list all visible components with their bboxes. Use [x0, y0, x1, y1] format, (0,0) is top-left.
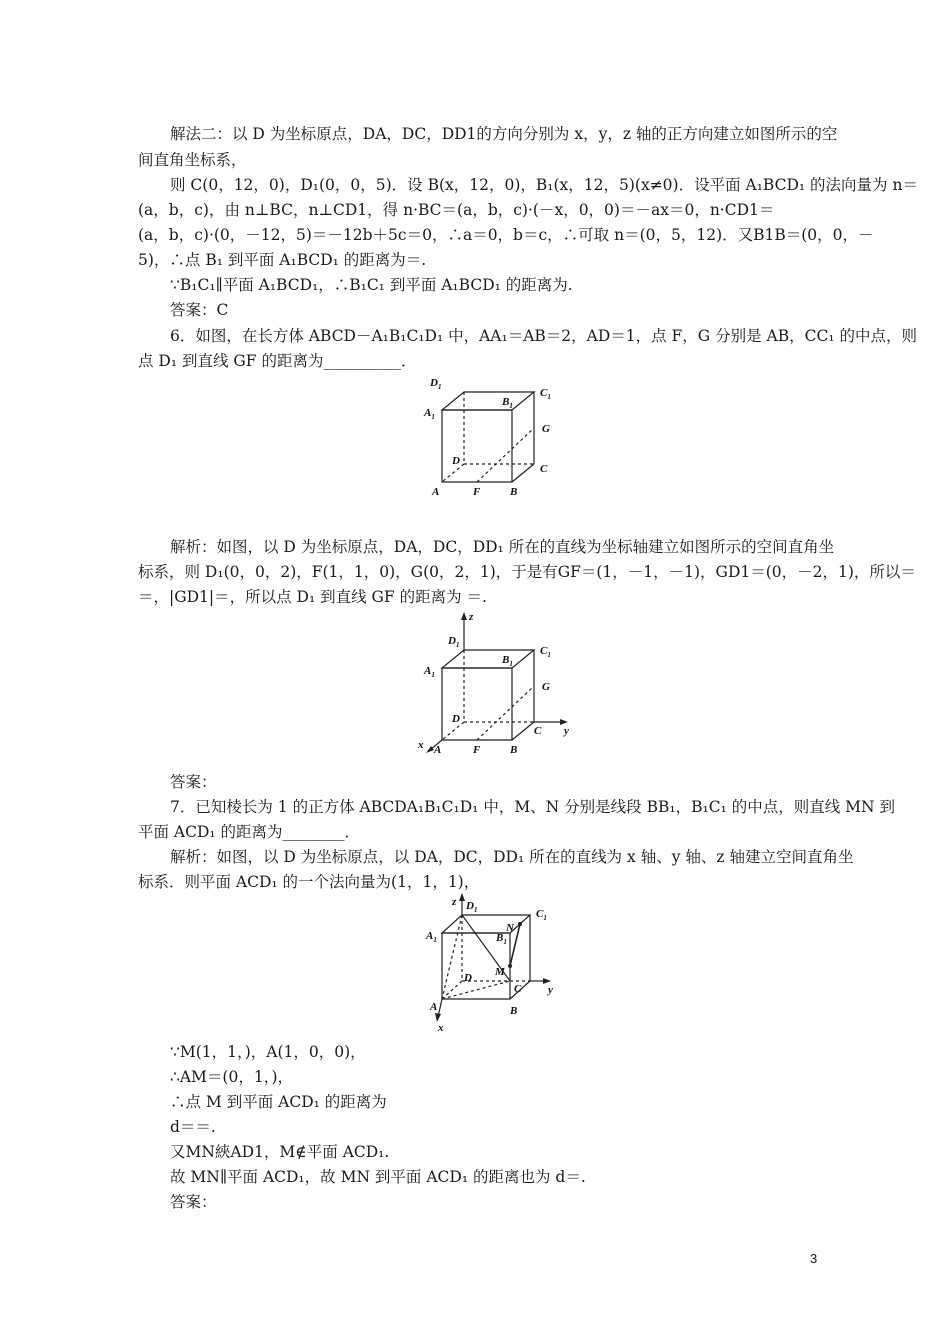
text-line: 则 C(0，12，0)，D₁(0，0，5)．设 B(x，12，0)，B₁(x，12，5)(x≠0)．设平面 A₁BCD₁ 的法向量为 n＝: [170, 176, 918, 194]
label-y: y: [564, 725, 569, 737]
label-c1: $C_1$: [540, 387, 551, 401]
label-d1: $D_1$: [448, 635, 460, 649]
cuboid-axes-figure-q6: [412, 610, 582, 760]
z-arrow: [461, 612, 467, 620]
text-line: 5)，∴点 B₁ 到平面 A₁BCD₁ 的距离为＝.: [138, 251, 427, 269]
cube-figure-q7: [424, 893, 564, 1033]
label-z: z: [469, 611, 474, 623]
answer-line: 答案：: [170, 1193, 217, 1211]
question-7-line: 7．已知棱长为 1 的正方体 ABCDA₁B₁C₁D₁ 中，M、N 分别是线段 BB₁，B₁C₁ 的中点，则直线 MN 到: [170, 798, 895, 816]
top-face: [442, 392, 534, 410]
text-line: (a，b，c)，由 n⊥BC，n⊥CD1，得 n·BC＝(a，b，c)·(－x，0，0)＝－ax＝0，n·CD1＝: [138, 201, 775, 219]
label-c1: $C_1$: [536, 908, 547, 922]
solution-7-line: 故 MN∥平面 ACD₁，故 MN 到平面 ACD₁ 的距离也为 d＝.: [170, 1168, 586, 1186]
solution-7-line: 标系．则平面 ACD₁ 的一个法向量为(1，1，1)，: [138, 873, 480, 891]
label-d1: $D_1$: [466, 900, 478, 914]
front-face: [442, 410, 512, 482]
label-b1: $B_1$: [502, 654, 513, 668]
solution-7-line: ∴AM＝(0，1，)，: [170, 1068, 293, 1086]
point-m: [508, 964, 512, 968]
label-a: A: [432, 486, 440, 498]
solution-7-line: 解析：如图，以 D 为坐标原点，以 DA，DC，DD₁ 所在的直线为 x 轴、y 轴、z 轴建立空间直角坐: [170, 848, 854, 866]
label-d: D: [452, 713, 460, 725]
answer-line: 答案：C: [170, 301, 229, 319]
label-a1: $A_1$: [424, 407, 435, 421]
label-b1: $B_1$: [496, 932, 507, 946]
label-a1: $A_1$: [426, 930, 437, 944]
solution-6-line: 标系，则 D₁(0，0，2)，F(1，1，0)，G(0，2，1)，于是有GF＝(1，－1，－1)，GD1＝(0，－2，1)，所以＝: [138, 563, 916, 581]
label-g: G: [542, 681, 550, 693]
label-x: x: [418, 739, 424, 751]
label-a1: $A_1$: [424, 665, 435, 679]
text-line: ∵B₁C₁∥平面 A₁BCD₁，∴B₁C₁ 到平面 A₁BCD₁ 的距离为.: [170, 276, 573, 294]
label-d: D: [452, 455, 460, 467]
text-line: 解法二：以 D 为坐标原点，DA，DC，DD1的方向分别为 x，y，z 轴的正方向建立如图所示的空: [170, 125, 838, 143]
label-f: F: [473, 744, 481, 756]
solution-7-line: ∵M(1，1，)，A(1，0，0)，: [170, 1043, 366, 1061]
solution-7-line: d＝＝.: [170, 1118, 216, 1136]
label-d: D: [464, 972, 472, 984]
label-b: B: [510, 486, 518, 498]
page-number: 3: [810, 1251, 818, 1266]
label-c: C: [540, 463, 548, 475]
cuboid-figure-q6: [420, 372, 570, 502]
label-b: B: [510, 744, 518, 756]
question-6-line: 6．如图，在长方体 ABCD－A₁B₁C₁D₁ 中，AA₁＝AB＝2，AD＝1，点 F，G 分别是 AB，CC₁ 的中点，则: [170, 327, 917, 345]
question-6-line: 点 D₁ 到直线 GF 的距离为__________．: [138, 352, 417, 370]
label-d1: $D_1$: [430, 377, 442, 391]
label-c1: $C_1$: [540, 645, 551, 659]
solution-6-line: 解析：如图，以 D 为坐标原点，DA，DC，DD₁ 所在的直线为坐标轴建立如图所示的空间直角坐: [170, 538, 835, 556]
solution-7-line: ∴点 M 到平面 ACD₁ 的距离为: [170, 1093, 387, 1111]
label-c: C: [534, 725, 542, 737]
solution-7-line: 又MN綊AD1，M∉平面 ACD₁.: [170, 1143, 390, 1161]
label-c: C: [514, 983, 522, 995]
solution-6-line: ＝，|GD1|＝，所以点 D₁ 到直线 GF 的距离为 ＝.: [138, 588, 487, 606]
label-b1: $B_1$: [502, 396, 513, 410]
label-n: N: [506, 922, 514, 934]
label-g: G: [542, 423, 550, 435]
segment-fg: [477, 428, 534, 482]
text-line: (a，b，c)·(0，－12，5)＝－12b＋5c＝0，∴a＝0，b＝c，∴可取 n＝(0，5，12)．又B1B＝(0，0，－: [138, 226, 874, 244]
segment-ad1: [442, 915, 462, 999]
label-x: x: [438, 1022, 444, 1034]
label-a: A: [430, 1001, 438, 1013]
text-line: 间直角坐标系，: [138, 151, 247, 169]
point-n: [518, 922, 522, 926]
label-b: B: [510, 1005, 518, 1017]
label-f: F: [473, 486, 481, 498]
answer-line: 答案：: [170, 773, 217, 791]
label-y: y: [548, 984, 553, 996]
label-z: z: [452, 896, 457, 908]
question-7-line: 平面 ACD₁ 的距离为________．: [138, 823, 361, 841]
label-a: A: [434, 744, 442, 756]
edge-bc: [512, 464, 534, 482]
label-m: M: [495, 966, 505, 978]
